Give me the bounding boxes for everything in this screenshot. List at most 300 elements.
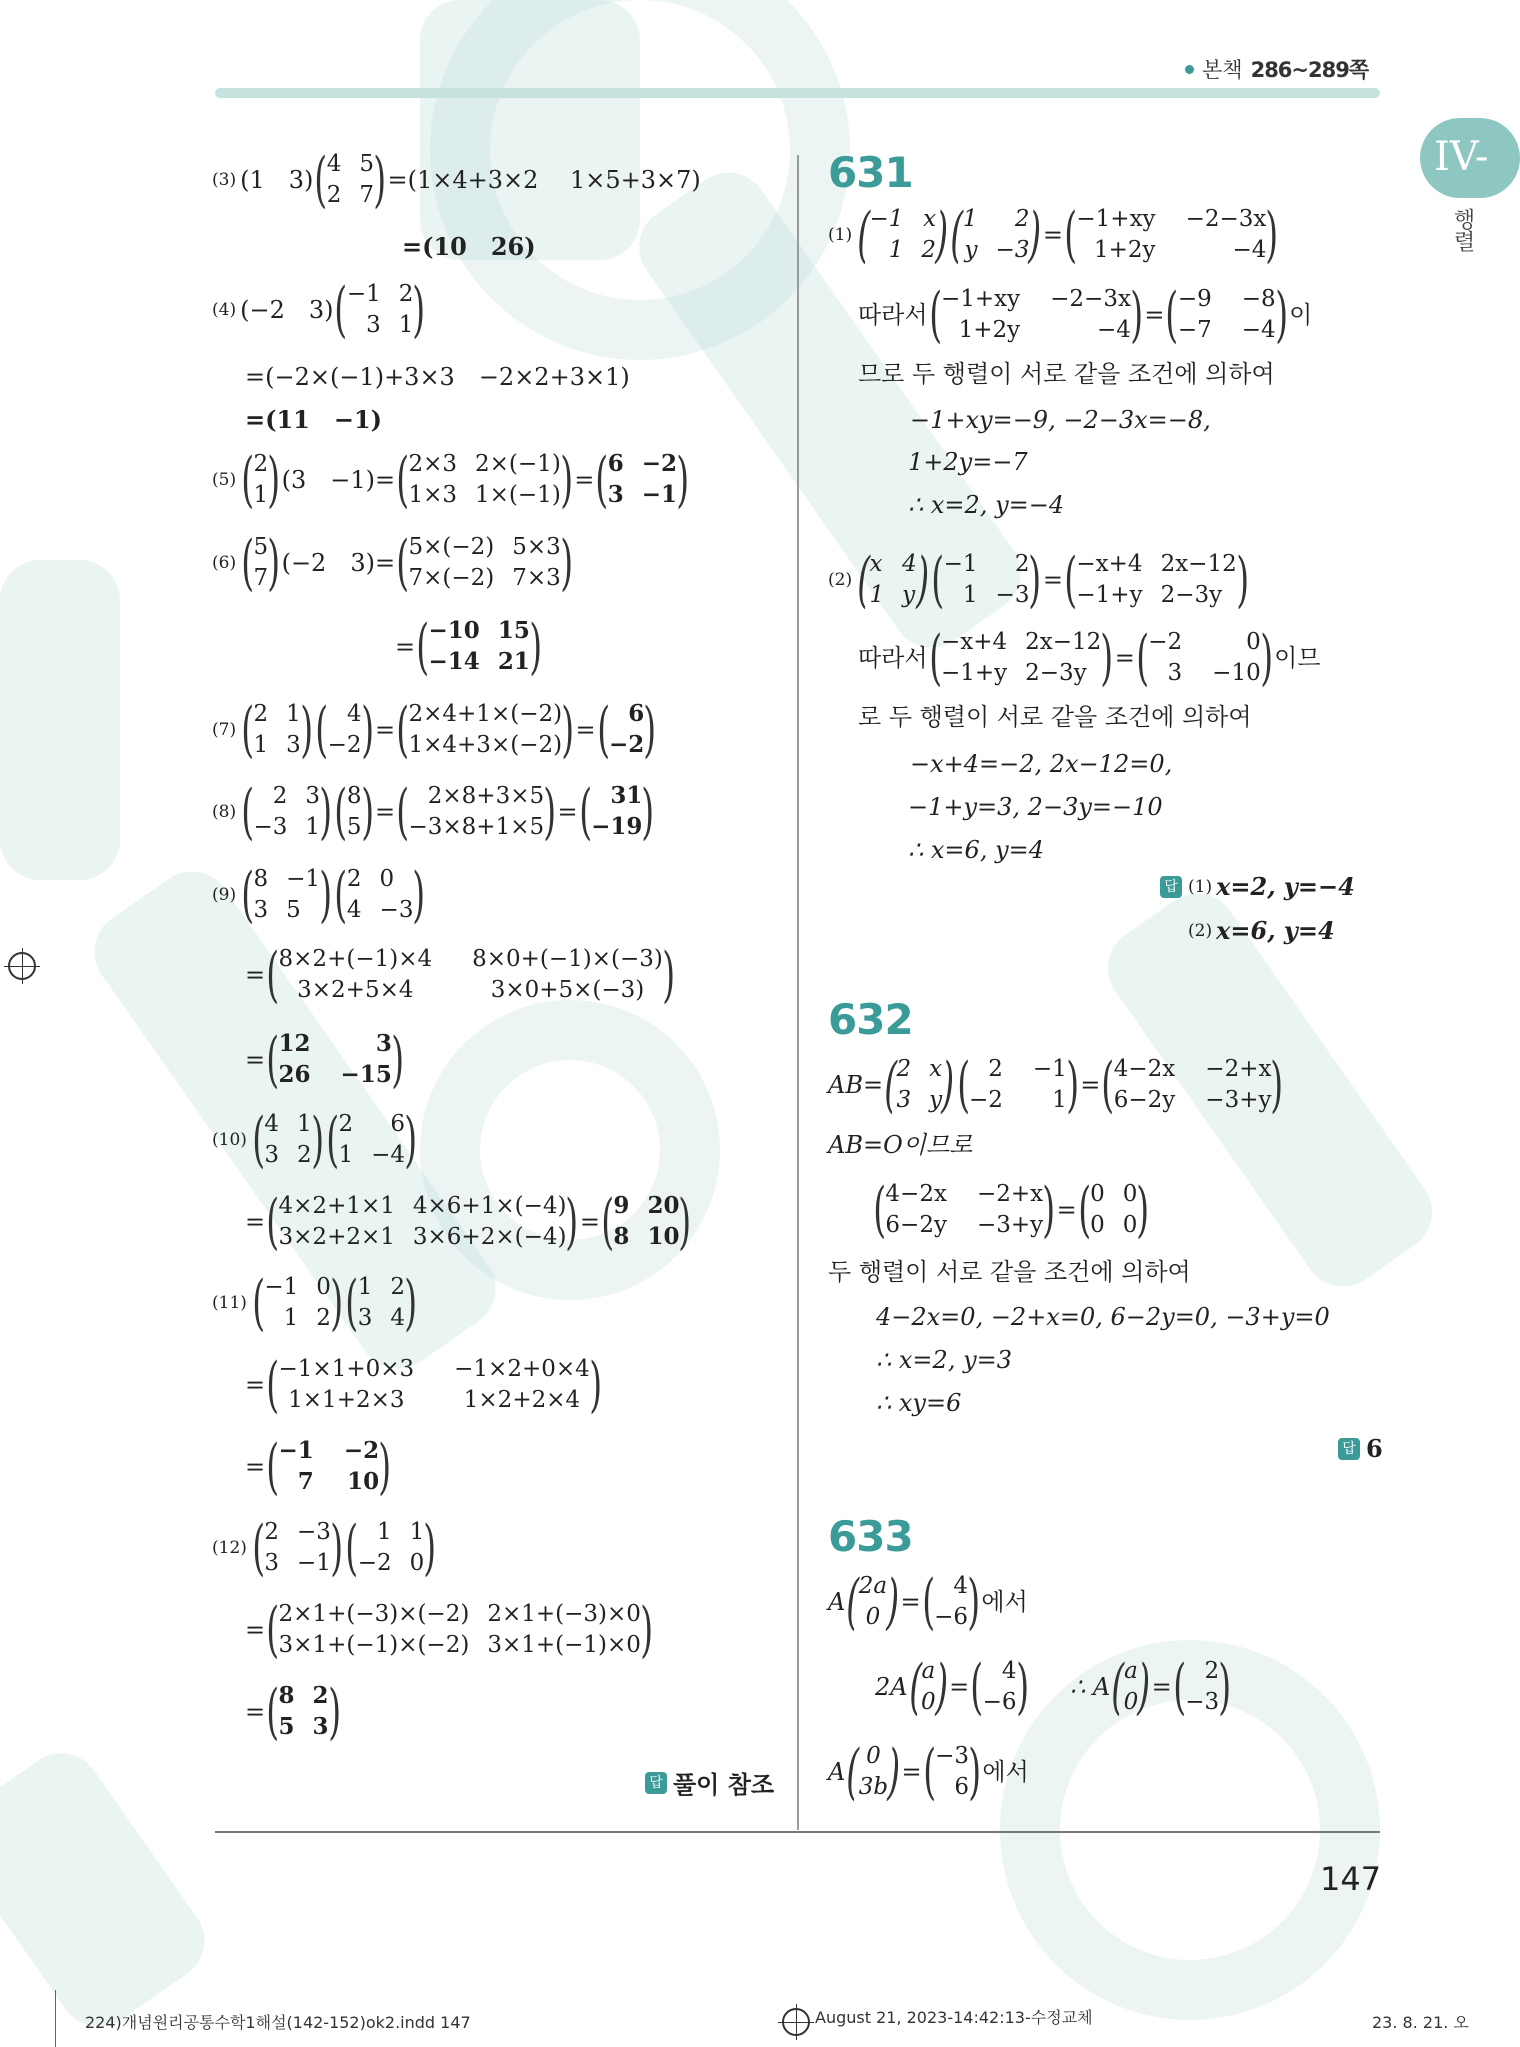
q632-line-2 [872,1175,1151,1245]
equals: = [374,716,396,744]
text: 이 [1289,301,1313,329]
column-vector: ( −3 6 ) [922,1737,982,1807]
cell: 2 [296,1142,312,1169]
cell: 7×3 [512,565,561,592]
cell: 9 [613,1192,630,1220]
cell: −1+xy [1076,206,1156,233]
cell: 5 [253,534,269,561]
text: 에서 [981,1588,1028,1616]
cell: 2a [858,1573,888,1600]
cell: −2 [343,1437,380,1465]
q632-eq-2: ∴ x=2, y=3 [876,1346,1013,1374]
matrix: ( 1 2 3 4 ) [345,1268,418,1338]
cell: 1 [338,1142,354,1169]
cell: 2 [988,1056,1003,1083]
q633-line-2 [875,1652,1233,1722]
cell: 5×3 [512,534,561,561]
column-vector: ( 4 −6 ) [970,1652,1029,1722]
cell: 1 [296,1111,312,1138]
cell: −1+xy [940,286,1021,313]
equals: = [579,1208,600,1236]
q632-eq-1: 4−2x=0, −2+x=0, 6−2y=0, −3+y=0 [876,1303,1330,1331]
cell: 2 [253,701,269,728]
cell: 8 [278,1682,295,1710]
answer-text: x=6, y=4 [1216,916,1335,945]
answer-text: 6 [1366,1434,1383,1463]
cell: −4 [1241,317,1276,344]
result: =(11 −1) [245,405,383,434]
cell: 3 [896,1087,912,1114]
expression: (3 −1)= [281,466,396,494]
matrix-A: A [828,1588,846,1616]
q631-conclusion-1 [858,280,1313,350]
cell: −1 [264,1274,299,1301]
cell: 2 [316,1305,331,1332]
cell: 0 [865,1604,881,1631]
cell: −1 [296,1550,331,1577]
column-vector: ( a 0 ) [908,1652,948,1722]
result-matrix: ( 12 3 26 −15 ) [266,1025,404,1095]
cell: y [964,237,978,264]
cell: 5×(−2) [408,534,495,561]
matrix: ( 2 1 1 3 ) [241,695,313,765]
cell: 0 [409,1550,425,1577]
cell: 2×3 [408,451,458,478]
cell: 0 [1122,1181,1138,1208]
cell: 6 [390,1111,405,1138]
column-vector: ( 5 7 ) [241,528,281,598]
cell: a [1124,1658,1138,1685]
cell: 0 [1090,1212,1105,1239]
cell: 1 [1052,1087,1067,1114]
cell: 2 [326,182,342,209]
cell: −2 [968,1087,1003,1114]
q631-eq-1: −1+xy=−9, −2−3x=−8, [910,406,1211,434]
cell: 3 [357,1305,373,1332]
equals: = [245,961,266,989]
cell: −19 [591,813,643,841]
cell: 1×2+2×4 [463,1387,581,1414]
cell: 1 [286,701,301,728]
cell: 31 [610,782,643,810]
cell: 4×6+1×(−4) [412,1193,567,1220]
q632-text-2: 두 행렬이 서로 같을 조건에 의하여 [828,1258,1191,1286]
cell: 1 [962,206,978,233]
cell: −2+x [1205,1056,1272,1083]
cell: 2x−12 [1025,629,1102,656]
column-vector: ( 2 1 ) [241,445,281,515]
cell: −4 [1097,317,1131,344]
cell: 8×0+(−1)×(−3) [472,946,663,973]
cell: 1 [305,814,321,841]
result-matrix: ( 9 20 8 10 ) [601,1187,692,1257]
matrix: ( 2 −1 −2 1 ) [956,1050,1079,1120]
label: (1) [1188,876,1213,897]
cell: 0 [379,866,395,893]
cell: 3×0+5×(−3) [490,977,645,1004]
cell: −3 [995,237,1030,264]
equals: = [1042,566,1063,594]
matrix-A: A [828,1758,846,1786]
cell: 1 [888,237,904,264]
label: (6) [212,552,237,573]
cell: 2×1+(−3)×0 [487,1601,641,1628]
answer-badge-icon: 답 [1160,876,1182,898]
cell: 2 [338,1111,354,1138]
cell: x [929,1056,943,1083]
equals: = [374,798,396,826]
label: (12) [212,1537,247,1558]
matrix: ( 1 2 y −3 ) [950,200,1042,270]
cell: −10 [428,617,480,645]
answer-text: 풀이 참조 [673,1771,775,1799]
cell: −2−3x [1050,286,1131,313]
label: (8) [212,801,237,822]
cell: 0 [921,1689,936,1716]
matrix: ( 5×(−2) 5×3 7×(−2) 7×3 ) [396,528,573,598]
matrix: ( 2 0 4 −3 ) [334,860,426,930]
matrix: ( 4 1 3 2 ) [252,1105,324,1175]
cell: 8 [346,783,362,810]
cell: 4 [264,1111,279,1138]
matrix: ( 4×2+1×1 4×6+1×(−4) 3×2+2×1 3×6+2×(−4) ) [266,1187,579,1257]
cell: 5 [286,897,301,924]
matrix: ( −1 0 1 2 ) [252,1268,344,1338]
cell: 8×2+(−1)×4 [278,946,433,973]
cell: −3+y [1205,1087,1272,1114]
label: (10) [212,1129,247,1150]
cell: −10 [1212,660,1261,687]
book-ref-label: 본책 [1202,58,1243,82]
footer-file: 224)개념원리공통수학1해설(142-152)ok2.indd 147 [85,2013,471,2032]
cell: −x+4 [940,629,1008,656]
cell: 1×4+3×(−2) [408,732,563,759]
cell: 2×(−1) [475,451,561,478]
text: AB=O이므로 [828,1131,973,1159]
cell: 4 [953,1573,968,1600]
matrix: ( 2 −3 3 −1 ) [252,1513,344,1583]
problem-633-number: 633 [828,1512,913,1561]
matrix: ( −1×1+0×3 −1×2+0×4 1×1+2×3 1×2+2×4 ) [266,1350,602,1420]
cell: 7 [253,565,269,592]
result-vector: ( 31 −19 ) [578,777,655,847]
cell: −14 [428,648,480,676]
cell: 8 [253,866,269,893]
equals: = [245,1616,266,1644]
cell: 3×1+(−1)×(−2) [278,1632,470,1659]
row-vector: (−2 3) [240,296,334,324]
cell: 2−3y [1025,660,1087,687]
cell: 6 [954,1774,969,1801]
cell: 8 [613,1223,630,1251]
matrix: ( 4−2x −2+x 6−2y −3+y ) [873,1175,1056,1245]
cell: 1 [283,1305,299,1332]
cell: −15 [340,1061,392,1089]
cell: −1 [943,551,978,578]
cell: 0 [316,1274,331,1301]
matrix: ( −1 2 3 1 ) [334,275,426,345]
zero-matrix: ( 0 0 0 0 ) [1077,1175,1150,1245]
cell: −4 [1232,237,1267,264]
cell: −3 [253,814,288,841]
matrix: ( 2×8+3×5 −3×8+1×5 ) [396,777,557,847]
label: (1) [828,224,853,245]
cell: 2×1+(−3)×(−2) [278,1601,470,1628]
q631-conclusion-2 [858,623,1321,693]
q632-line-1 [828,1050,1285,1120]
q631-part-2 [828,545,1250,615]
cell: 1×1+2×3 [288,1387,405,1414]
cell: 2 [390,1274,405,1301]
q631-eq-6: ∴ x=6, y=4 [908,836,1045,864]
equals: = [245,1698,266,1726]
cell: 1+2y [1094,237,1156,264]
text: 에서 [982,1758,1029,1786]
q632-eq-3: ∴ xy=6 [876,1389,962,1417]
cell: 3 [253,897,269,924]
equals: = [245,1208,266,1236]
matrix: ( 2×3 2×(−1) 1×3 1×(−1) ) [396,445,573,515]
matrix: ( 8×2+(−1)×4 8×0+(−1)×(−3) 3×2+5×4 3×0+5×(−3) ) [266,940,676,1010]
expression: 2A [875,1673,908,1701]
cell: 2 [272,783,288,810]
cell: 7 [359,182,375,209]
expression: =(−2×(−1)+3×3 −2×2+3×1) [245,363,630,391]
cell: 2 [896,1056,912,1083]
cell: 2 [921,237,937,264]
cell: 3 [264,1550,279,1577]
row-vector: (1 3) [240,166,314,194]
book-ref-pages: 286~289쪽 [1250,58,1369,82]
result-matrix: ( −1 −2 7 10 ) [266,1432,392,1502]
cell: −6 [982,1689,1017,1716]
label: (11) [212,1292,247,1313]
q631-eq-4: −x+4=−2, 2x−12=0, [910,750,1173,778]
cell: 2 [1204,1658,1220,1685]
equals: = [900,1588,921,1616]
cell: 4−2x [885,1181,947,1208]
column-vector: ( 2a 0 ) [846,1567,900,1637]
cell: −3 [995,582,1030,609]
cell: 4 [326,151,342,178]
cell: 3 [264,1142,279,1169]
cell: 7×(−2) [408,565,495,592]
cell: −2 [1148,629,1183,656]
cell: −3+y [976,1212,1044,1239]
expression: ∴ A [1069,1673,1111,1701]
cell: 6 [607,450,624,478]
cell: 4 [1001,1658,1017,1685]
q631-eq-3: ∴ x=2, y=−4 [908,491,1065,519]
q633-line-3 [828,1737,1029,1807]
equals: = [1144,301,1165,329]
cell: 6−2y [885,1212,947,1239]
q631-answer-2 [1188,916,1335,945]
matrix: ( −1 2 1 −3 ) [931,545,1042,615]
cell: 2 [346,866,362,893]
equals: = [557,798,578,826]
equals: = [245,1453,266,1481]
cell: 3×1+(−1)×0 [487,1632,641,1659]
cell: 5 [278,1713,295,1741]
cell: −4 [371,1142,405,1169]
result-matrix: ( −10 15 −14 21 ) [416,612,542,682]
matrix: ( 4 5 2 7 ) [314,145,387,215]
equals: = [245,1371,266,1399]
cell: 2 [1014,551,1030,578]
chapter-label: 행렬 [1450,208,1475,252]
cell: −2 [327,732,362,759]
cell: 12 [278,1030,311,1058]
cell: −x+4 [1076,551,1143,578]
matrix: ( −9 −8 −7 −4 ) [1165,280,1288,350]
page-number: 147 [1320,1860,1382,1898]
cell: 2 [1014,206,1030,233]
result-matrix: ( 6 −2 3 −1 ) [595,445,690,515]
matrix: ( 2×1+(−3)×(−2) 2×1+(−3)×0 3×1+(−1)×(−2) 3×1+(−1)×0 ) [266,1595,654,1665]
cell: 4 [390,1305,405,1332]
cell: 26 [278,1061,311,1089]
cell: −3 [935,1743,969,1770]
cell: 5 [359,151,375,178]
q631-eq-5: −1+y=3, 2−3y=−10 [908,793,1163,821]
footer-timestamp: August 21, 2023-14:42:13-수정교체 [815,2008,1093,2027]
cell: 20 [647,1192,680,1220]
cell: 10 [347,1468,380,1496]
q631-answer-1 [1160,872,1355,901]
cell: −1 [1032,1056,1067,1083]
cell: 1 [253,482,269,509]
cell: 2−3y [1160,582,1223,609]
matrix: ( −1+xy −2−3x 1+2y −4 ) [1064,200,1279,270]
label: (9) [212,884,237,905]
answer-badge-icon: 답 [645,1772,667,1794]
cell: x [923,206,937,233]
cell: 4 [346,897,362,924]
equals: = [395,633,416,661]
cell: 4 [902,551,917,578]
cell: y [929,1087,943,1114]
cell: 1 [398,312,414,339]
result-vector: ( 6 −2 ) [596,695,657,765]
label: (4) [212,299,237,320]
cell: a [921,1658,936,1685]
cell: 1 [357,1274,373,1301]
cell: −7 [1177,317,1212,344]
text: 이므 [1274,644,1321,672]
q632-answer [1338,1434,1383,1463]
equals: = [1114,644,1135,672]
cell: 2 [398,281,414,308]
column-vector: ( 0 3b ) [846,1737,901,1807]
matrix: ( 2 3 −3 1 ) [241,777,333,847]
equals: = [1151,1673,1172,1701]
cell: 2×8+3×5 [427,783,545,810]
cell: 3 [1167,660,1183,687]
cell: 10 [647,1223,680,1251]
equals: = [245,1046,266,1074]
cell: 5 [346,814,362,841]
problem-631-number: 631 [828,148,913,197]
matrix: ( −1+xy −2−3x 1+2y −4 ) [928,280,1144,350]
text: 따라서 [858,644,928,672]
cell: −3×8+1×5 [408,814,545,841]
cell: 6−2y [1113,1087,1176,1114]
cell: 3×2+2×1 [278,1224,395,1251]
cell: 0 [1246,629,1261,656]
equals: = [949,1673,970,1701]
cell: 1 [253,732,269,759]
cell: 3 [286,732,301,759]
column-vector: ( a 0 ) [1111,1652,1151,1722]
cell: −1 [278,1437,314,1465]
matrix: ( 2×4+1×(−2) 1×4+3×(−2) ) [396,695,575,765]
cell: −2 [609,731,645,759]
cell: 2 [253,451,269,478]
result: =(10 26) [402,232,536,261]
matrix: ( −x+4 2x−12 −1+y 2−3y ) [1064,545,1249,615]
cell: −1+y [1076,582,1143,609]
cell: −9 [1177,286,1212,313]
cell: 1 [409,1519,425,1546]
label: (2) [828,569,853,590]
cell: −1 [869,206,904,233]
expression: (−2 3)= [281,549,396,577]
expression: AB= [828,1071,884,1099]
cell: −3 [1185,1689,1220,1716]
cell: −2 [357,1550,392,1577]
cell: 1 [376,1519,392,1546]
answer-badge-icon: 답 [1338,1438,1360,1460]
cell: −2−3x [1185,206,1267,233]
chapter-tab-text: IV- [1434,134,1489,180]
cell: −1 [286,866,321,893]
cell: −6 [934,1604,968,1631]
cell: −2+x [976,1181,1044,1208]
cell: −3 [296,1519,331,1546]
cell: 4×2+1×1 [278,1193,395,1220]
cell: 4 [346,701,362,728]
q631-eq-2: 1+2y=−7 [908,448,1028,476]
cell: 0 [1122,1212,1138,1239]
cell: −2 [641,450,678,478]
column-vector: ( 2 −3 ) [1173,1652,1232,1722]
cell: 1×(−1) [475,482,561,509]
q632-text-1 [828,1133,972,1157]
label: (2) [1188,920,1213,941]
problem-632-number: 632 [828,995,913,1044]
cell: 4−2x [1113,1056,1176,1083]
equals: = [1056,1196,1077,1224]
answer-text: x=2, y=−4 [1216,872,1355,901]
equals: = [901,1758,922,1786]
equals: = [1042,221,1063,249]
cell: 3 [312,1713,329,1741]
matrix: ( x 4 1 y ) [857,545,929,615]
cell: 15 [497,617,530,645]
cell: 2 [312,1682,329,1710]
q631-part-1 [828,200,1280,270]
q631-text-2: 므로 두 행렬이 서로 같을 조건에 의하여 [858,360,1275,388]
cell: −1×1+0×3 [278,1356,415,1383]
column-vector: ( 4 −6 ) [921,1567,981,1637]
cell: 3 [375,1030,392,1058]
matrix: ( 2 6 1 −4 ) [326,1105,418,1175]
cell: y [902,582,916,609]
cell: 3b [858,1774,889,1801]
matrix: ( 2 x 3 y ) [884,1050,955,1120]
label: (7) [212,719,237,740]
